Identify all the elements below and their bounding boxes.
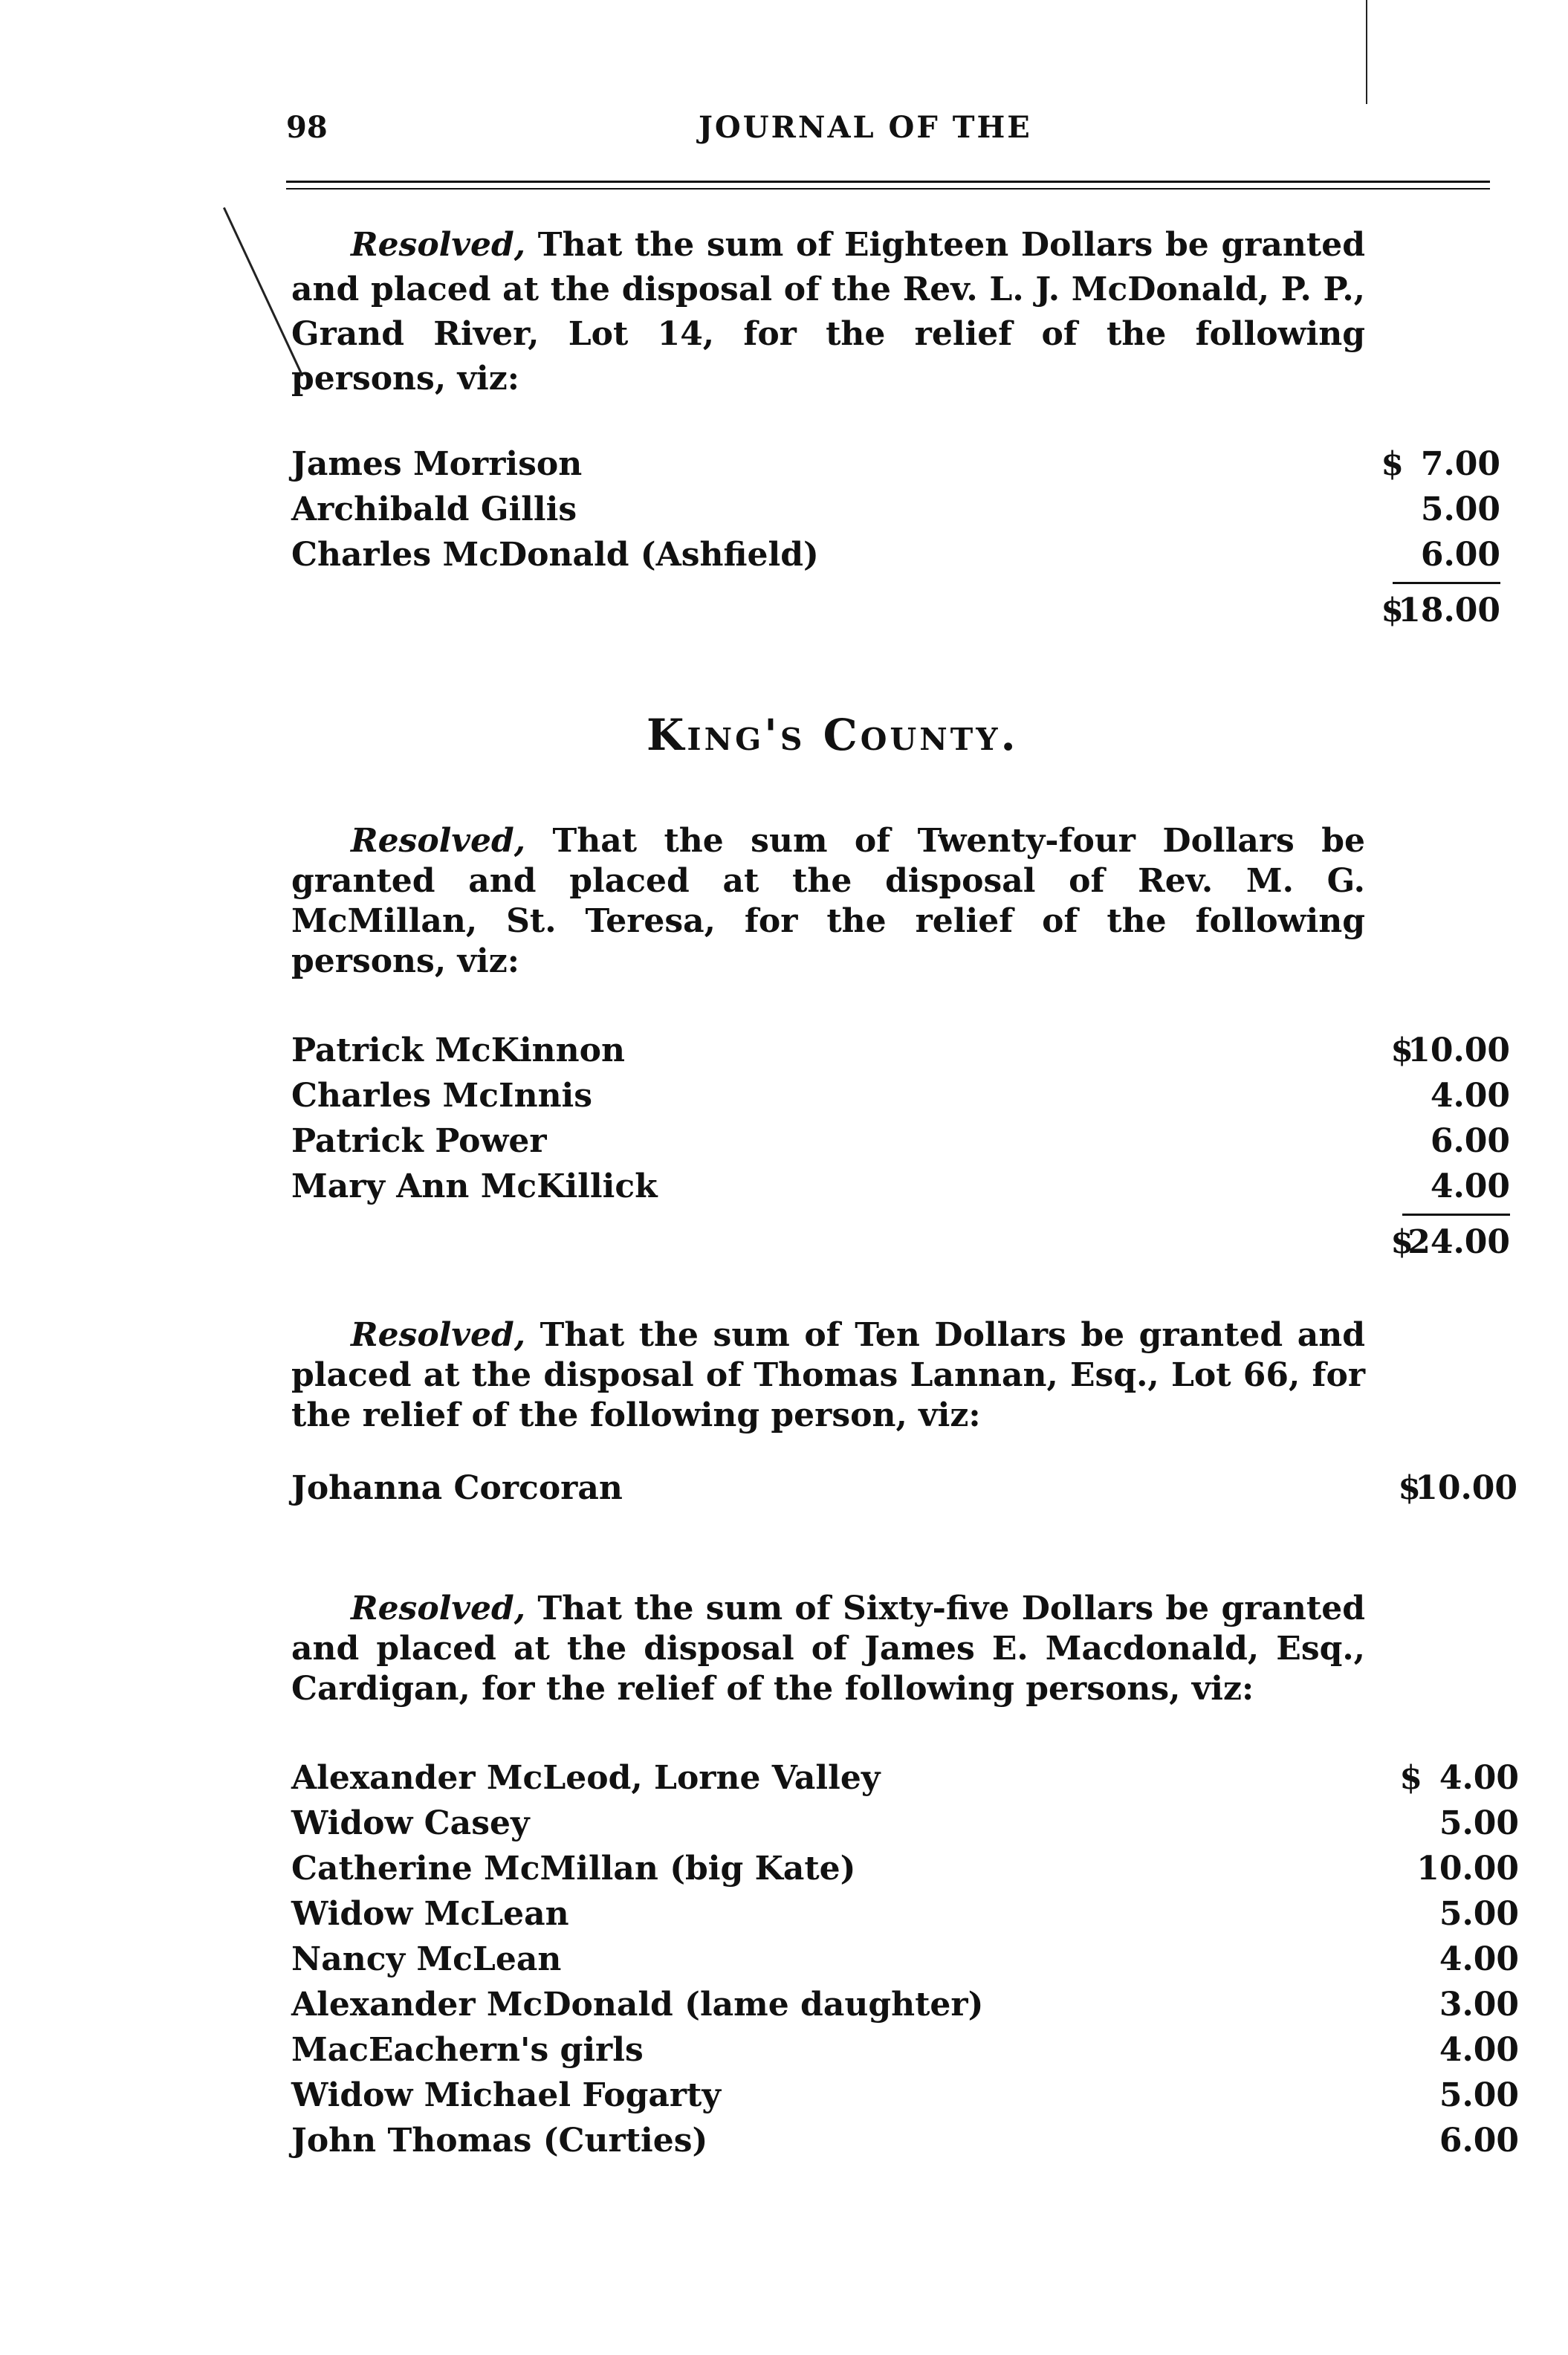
list-item bbox=[291, 1982, 1519, 2027]
recipient-name: Charles McInnis bbox=[291, 1077, 593, 1115]
resolution-paragraph bbox=[291, 1589, 1365, 1709]
relief-list bbox=[291, 441, 1500, 633]
recipient-name: Nancy McLean bbox=[291, 1940, 562, 1978]
recipient-name: Widow Michael Fogarty bbox=[291, 2076, 721, 2114]
recipient-name: Johanna Corcoran bbox=[291, 1469, 623, 1507]
list-item bbox=[291, 441, 1500, 487]
dollar-sign: $ bbox=[1381, 592, 1404, 629]
page-number: 98 bbox=[286, 110, 328, 145]
total-rule bbox=[291, 577, 1500, 588]
margin-tick-mark bbox=[1366, 0, 1367, 104]
dollar-sign: $ bbox=[1390, 1223, 1413, 1261]
amount-value: 6.00 bbox=[1439, 2122, 1519, 2160]
total-value: 24.00 bbox=[1407, 1223, 1510, 1261]
resolution-text: That the sum of Ten Dollars be granted and placed at the disposal of Thomas Lannan, Esq., Lot 66, for the relief of the following person, viz: bbox=[291, 1316, 1365, 1434]
amount-value: 5.00 bbox=[1439, 1895, 1519, 1933]
recipient-name: Widow Casey bbox=[291, 1804, 530, 1842]
dollar-sign: $ bbox=[1381, 445, 1404, 483]
dollar-sign: $ bbox=[1399, 1759, 1422, 1797]
dollar-sign: $ bbox=[1398, 1469, 1421, 1507]
recipient-name: Patrick Power bbox=[291, 1122, 547, 1160]
page-header bbox=[286, 110, 1490, 155]
resolution-grand-river bbox=[291, 223, 1510, 633]
list-item bbox=[291, 1755, 1519, 1801]
resolution-paragraph bbox=[291, 223, 1365, 401]
list-item bbox=[291, 1028, 1510, 1073]
total-row bbox=[291, 588, 1500, 633]
list-item bbox=[291, 532, 1500, 577]
resolution-paragraph bbox=[291, 1315, 1365, 1436]
total-row bbox=[291, 1219, 1510, 1265]
resolution-lead: Resolved, bbox=[351, 226, 526, 264]
recipient-name: Widow McLean bbox=[291, 1895, 569, 1933]
recipient-name: Mary Ann McKillick bbox=[291, 1167, 658, 1205]
resolution-lead: Resolved, bbox=[351, 1590, 526, 1627]
relief-list bbox=[291, 1465, 1517, 1511]
recipient-name: Alexander McDonald (lame daughter) bbox=[291, 1986, 984, 2024]
resolution-lead: Resolved, bbox=[351, 822, 526, 860]
amount-value: 5.00 bbox=[1439, 1804, 1519, 1842]
amount-value: 4.00 bbox=[1430, 1077, 1510, 1115]
total-value: 18.00 bbox=[1398, 592, 1500, 629]
resolution-cardigan bbox=[291, 1589, 1519, 2163]
list-item bbox=[291, 1073, 1510, 1118]
amount-value: 10.00 bbox=[1416, 1850, 1519, 1888]
amount-value: 10.00 bbox=[1407, 1031, 1510, 1069]
list-item bbox=[291, 1118, 1510, 1164]
county-heading: King's County. bbox=[647, 710, 1019, 760]
list-item bbox=[291, 2118, 1519, 2163]
amount-value: 3.00 bbox=[1439, 1986, 1519, 2024]
relief-list bbox=[291, 1755, 1519, 2163]
resolution-text: That the sum of Eighteen Dollars be granted and placed at the disposal of the Rev. L. J. McDonald, P. P., Grand River, Lot 14, for the relief of the following persons, viz: bbox=[291, 226, 1365, 398]
running-head: JOURNAL OF THE bbox=[699, 110, 1032, 145]
dollar-sign: $ bbox=[1390, 1031, 1413, 1069]
recipient-name: Catherine McMillan (big Kate) bbox=[291, 1850, 856, 1888]
total-rule bbox=[291, 1209, 1510, 1219]
recipient-name: Charles McDonald (Ashfield) bbox=[291, 536, 819, 574]
recipient-name: John Thomas (Curties) bbox=[291, 2122, 708, 2160]
recipient-name: Archibald Gillis bbox=[291, 490, 577, 528]
amount-value: 7.00 bbox=[1420, 445, 1500, 483]
list-item bbox=[291, 1164, 1510, 1209]
amount-value: 6.00 bbox=[1430, 1122, 1510, 1160]
list-item bbox=[291, 1801, 1519, 1846]
amount-value: 6.00 bbox=[1420, 536, 1500, 574]
amount-value: 4.00 bbox=[1430, 1167, 1510, 1205]
recipient-name: Alexander McLeod, Lorne Valley bbox=[291, 1759, 881, 1797]
resolution-lot-66 bbox=[291, 1315, 1517, 1511]
amount-value: 4.00 bbox=[1439, 1940, 1519, 1978]
resolution-lead: Resolved, bbox=[351, 1316, 526, 1354]
list-item bbox=[291, 1465, 1517, 1511]
list-item bbox=[291, 2073, 1519, 2118]
resolution-text: That the sum of Sixty-five Dollars be granted and placed at the disposal of James E. Macdonald, Esq., Cardigan, for the relief of the following persons, viz: bbox=[291, 1590, 1365, 1708]
amount-value: 4.00 bbox=[1439, 2031, 1519, 2069]
resolution-paragraph bbox=[291, 821, 1365, 982]
recipient-name: Patrick McKinnon bbox=[291, 1031, 626, 1069]
list-item bbox=[291, 487, 1500, 532]
recipient-name: MacEachern's girls bbox=[291, 2031, 644, 2069]
amount-value: 5.00 bbox=[1439, 2076, 1519, 2114]
amount-value: 4.00 bbox=[1439, 1759, 1519, 1797]
list-item bbox=[291, 1891, 1519, 1937]
amount-value: 5.00 bbox=[1420, 490, 1500, 528]
amount-value: 10.00 bbox=[1415, 1469, 1517, 1507]
resolution-text: That the sum of Twenty-four Dollars be granted and placed at the disposal of Rev. M. G. McMillan, St. Teresa, for the relief of the following persons, viz: bbox=[291, 822, 1365, 980]
header-rule bbox=[286, 181, 1490, 189]
resolution-st-teresa bbox=[291, 821, 1510, 1265]
list-item bbox=[291, 1937, 1519, 1982]
list-item bbox=[291, 2027, 1519, 2073]
recipient-name: James Morrison bbox=[291, 445, 583, 483]
list-item bbox=[291, 1846, 1519, 1891]
relief-list bbox=[291, 1028, 1510, 1265]
